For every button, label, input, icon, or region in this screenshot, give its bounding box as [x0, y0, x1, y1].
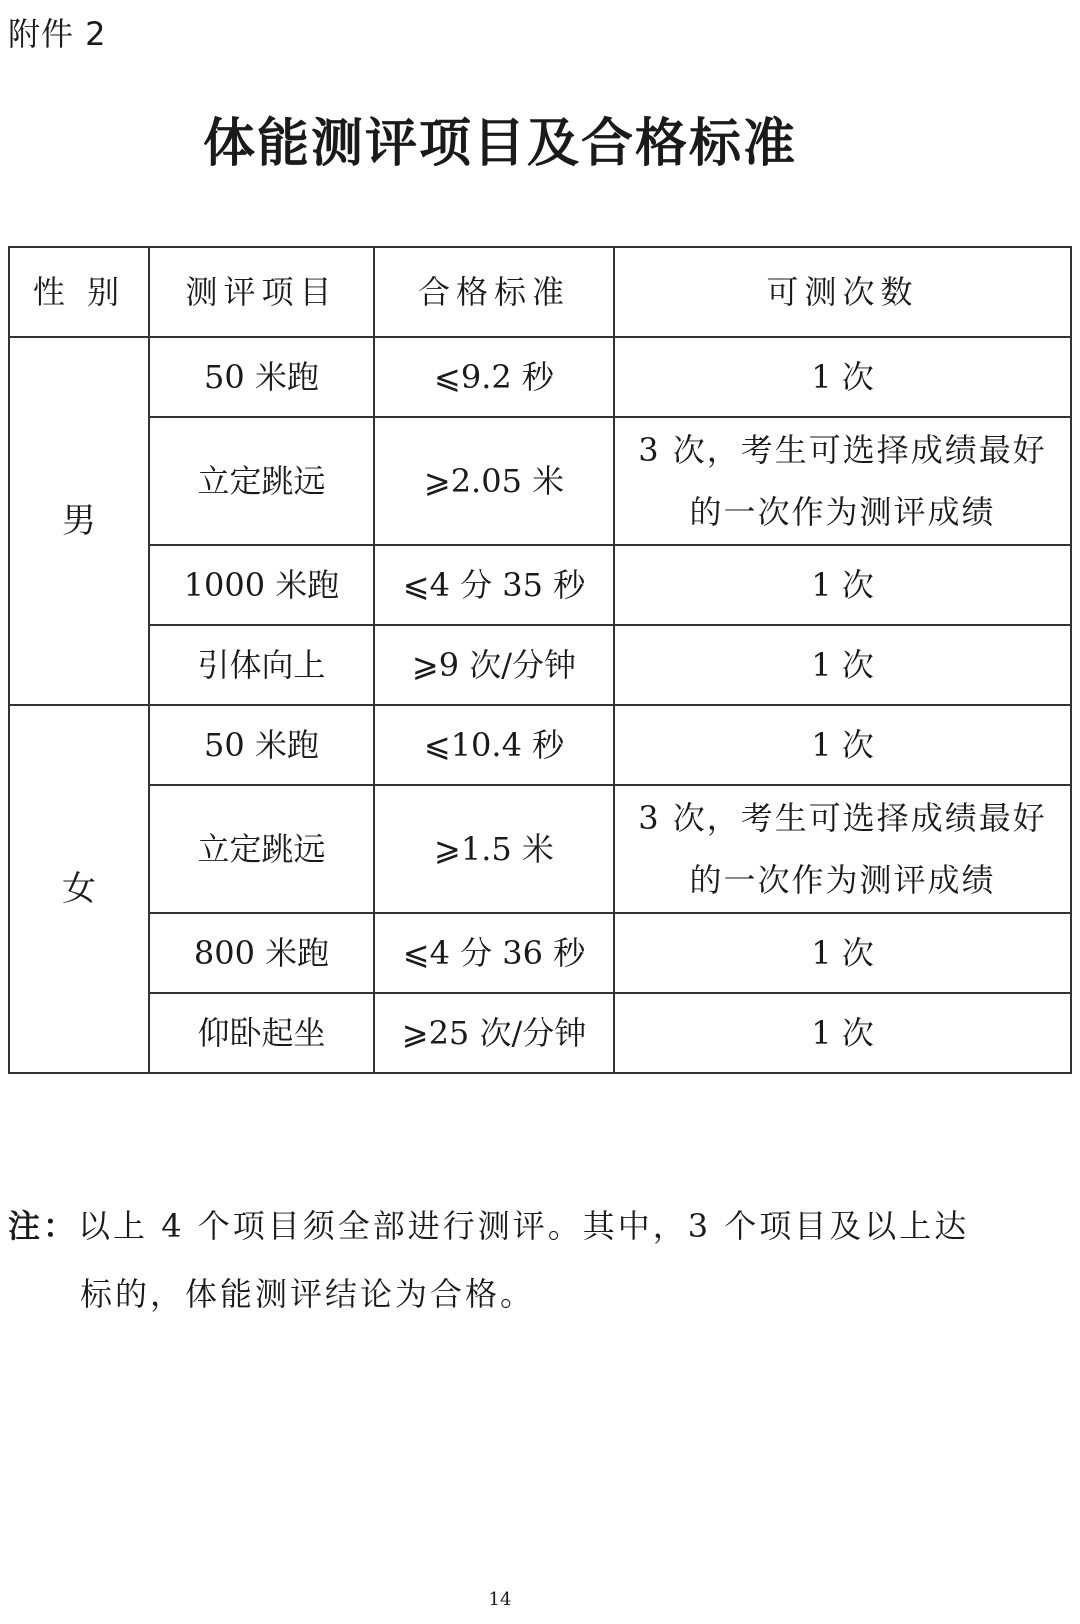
- attachment-label: 附件 2: [8, 15, 107, 53]
- test-item-cell: 50 米跑: [149, 337, 374, 417]
- note-label: 注：: [8, 1207, 79, 1245]
- header-gender: 性 别: [9, 247, 149, 337]
- test-item-cell: 50 米跑: [149, 705, 374, 785]
- note-paragraph: [8, 1192, 1008, 1328]
- table-row: [9, 705, 1071, 785]
- table-row: [9, 417, 1071, 545]
- attempts-cell: 1 次: [614, 545, 1071, 625]
- header-attempts: 可测次数: [614, 247, 1071, 337]
- attempts-cell: 1 次: [614, 993, 1071, 1073]
- standard-cell: ⩾9 次/分钟: [374, 625, 614, 705]
- attempts-cell: [614, 785, 1071, 913]
- header-standard: 合格标准: [374, 247, 614, 337]
- attempts-cell: 1 次: [614, 705, 1071, 785]
- table-row: [9, 545, 1071, 625]
- table-row: [9, 337, 1071, 417]
- test-item-cell: 1000 米跑: [149, 545, 374, 625]
- document-title: 体能测评项目及合格标准: [202, 114, 797, 174]
- attempts-cell: 1 次: [614, 337, 1071, 417]
- standard-cell: ⩾2.05 米: [374, 417, 614, 545]
- standard-cell: ⩽9.2 秒: [374, 337, 614, 417]
- standards-table: [8, 246, 1072, 1074]
- test-item-cell: 立定跳远: [149, 785, 374, 913]
- test-item-cell: 引体向上: [149, 625, 374, 705]
- table-row: [9, 993, 1071, 1073]
- attempts-line-2: 的一次作为测评成绩: [689, 493, 996, 531]
- standard-cell: ⩽4 分 35 秒: [374, 545, 614, 625]
- header-test-item: 测评项目: [149, 247, 374, 337]
- page-number: 14: [488, 1589, 512, 1610]
- note-line-1: 以上 4 个项目须全部进行测评。其中，3 个项目及以上达: [78, 1207, 970, 1245]
- standard-cell: ⩽4 分 36 秒: [374, 913, 614, 993]
- table-row: [9, 625, 1071, 705]
- attempts-cell: 1 次: [614, 913, 1071, 993]
- attempts-line-1: 3 次，考生可选择成绩最好: [638, 431, 1047, 469]
- test-item-cell: 800 米跑: [149, 913, 374, 993]
- table-row: [9, 913, 1071, 993]
- attempts-cell: 1 次: [614, 625, 1071, 705]
- attempts-cell: [614, 417, 1071, 545]
- standard-cell: ⩾1.5 米: [374, 785, 614, 913]
- table-row: [9, 785, 1071, 913]
- gender-cell-male: 男: [9, 337, 149, 705]
- note-line-2: 标的，体能测评结论为合格。: [80, 1275, 536, 1313]
- test-item-cell: 立定跳远: [149, 417, 374, 545]
- attempts-line-1: 3 次，考生可选择成绩最好: [638, 799, 1047, 837]
- standard-cell: ⩽10.4 秒: [374, 705, 614, 785]
- attempts-line-2: 的一次作为测评成绩: [689, 861, 996, 899]
- table-header-row: [9, 247, 1071, 337]
- standard-cell: ⩾25 次/分钟: [374, 993, 614, 1073]
- gender-cell-female: 女: [9, 705, 149, 1073]
- test-item-cell: 仰卧起坐: [149, 993, 374, 1073]
